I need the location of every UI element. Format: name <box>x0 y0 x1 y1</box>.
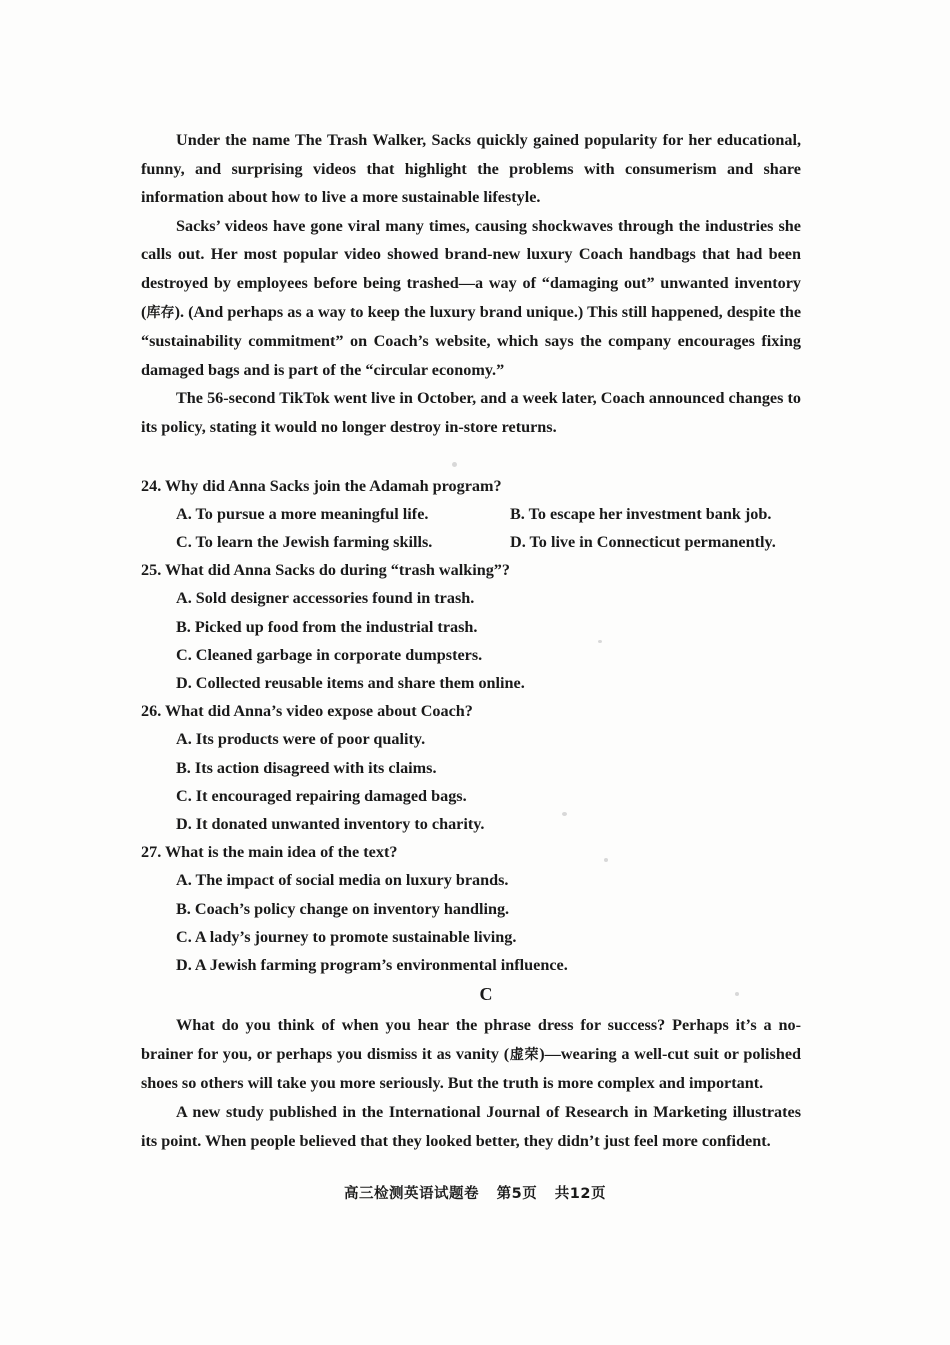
chinese-gloss: 库存 <box>146 304 175 321</box>
passage-b-paragraph-3: The 56-second TikTok went live in October, and a week later, Coach announced changes to its policy, stating it would no longer destroy in-store returns. <box>141 389 801 436</box>
passage-c-paragraph-1 <box>141 1011 801 1098</box>
passage-c-paragraph-2: A new study published in the International Journal of Research in Marketing illustrates its point. When people believed that they looked better, they didn’t just feel more confident. <box>141 1102 801 1150</box>
option-a: A. Sold designer accessories found in trash. <box>176 589 475 608</box>
option-a: A. The impact of social media on luxury brands. <box>176 871 509 890</box>
page-footer <box>0 1182 950 1203</box>
option-c: C. A lady’s journey to promote sustainable living. <box>176 927 517 946</box>
question-list <box>141 472 801 980</box>
paragraph-text: )—wearing a well-cut suit or polished shoes so others will take you more seriously. But the truth is more complex and important. <box>141 1044 802 1093</box>
option-d: D. A Jewish farming program’s environmental influence. <box>176 955 568 974</box>
option-a: A. Its products were of poor quality. <box>176 730 426 749</box>
option-c: C. Cleaned garbage in corporate dumpsters. <box>176 645 483 664</box>
options-grid <box>141 500 801 556</box>
question-stem: 27. What is the main idea of the text? <box>141 843 398 862</box>
paragraph-text: What do you think of when you hear the phrase dress for success? Perhaps it’s a no-brainer for you, or perhaps you dismiss it as vanity ( <box>141 1016 801 1063</box>
question-24 <box>141 472 801 557</box>
question-stem: 25. What did Anna Sacks do during “trash walking”? <box>141 561 510 580</box>
question-26 <box>141 697 801 838</box>
option-d: D. To live in Connecticut permanently. <box>510 532 776 551</box>
page-total: 共12页 <box>554 1186 606 1202</box>
option-b: B. Its action disagreed with its claims. <box>176 758 437 777</box>
question-stem: 24. Why did Anna Sacks join the Adamah program? <box>141 476 502 495</box>
option-b: B. Picked up food from the industrial trash. <box>176 617 478 636</box>
option-d: D. It donated unwanted inventory to charity. <box>176 814 485 833</box>
chinese-gloss: 虚荣 <box>509 1046 540 1063</box>
option-a: A. To pursue a more meaningful life. <box>176 504 429 523</box>
paragraph-text: ). (And perhaps as a way to keep the luxury brand unique.) This still happened, despite the “sustainability commitment” on Coach’s website, which says the company encourages fixing damaged bags and is part of the “circular economy.” <box>141 302 802 379</box>
options-list <box>141 866 801 979</box>
page-number: 第5页 <box>496 1186 538 1202</box>
option-c: C. To learn the Jewish farming skills. <box>176 532 433 551</box>
option-c: C. It encouraged repairing damaged bags. <box>176 786 467 805</box>
paragraph-text: Sacks’ videos have gone viral many times, causing shockwaves through the industries she calls out. Her most popular video showed brand-new luxury Coach handbags that had been destroyed by employees before being trashed—a way of “damaging out” unwanted inventory ( <box>141 216 801 321</box>
section-heading: C <box>479 984 493 1005</box>
options-list <box>141 725 801 838</box>
question-27 <box>141 838 801 979</box>
main-content <box>141 126 801 1155</box>
options-list <box>141 584 801 697</box>
passage-b-paragraph-2 <box>141 212 801 385</box>
passage-b-paragraph-1: Under the name The Trash Walker, Sacks quickly gained popularity for her educational, funny, and surprising videos that highlight the problems with consumerism and share information about how to live a more sustainable lifestyle. <box>141 131 801 207</box>
option-b: B. To escape her investment bank job. <box>510 504 772 523</box>
option-b: B. Coach’s policy change on inventory handling. <box>176 899 510 918</box>
question-stem: 26. What did Anna’s video expose about Coach? <box>141 702 473 721</box>
option-d: D. Collected reusable items and share them online. <box>176 673 525 692</box>
exam-title: 高三检测英语试题卷 <box>344 1186 480 1202</box>
question-25 <box>141 556 801 697</box>
